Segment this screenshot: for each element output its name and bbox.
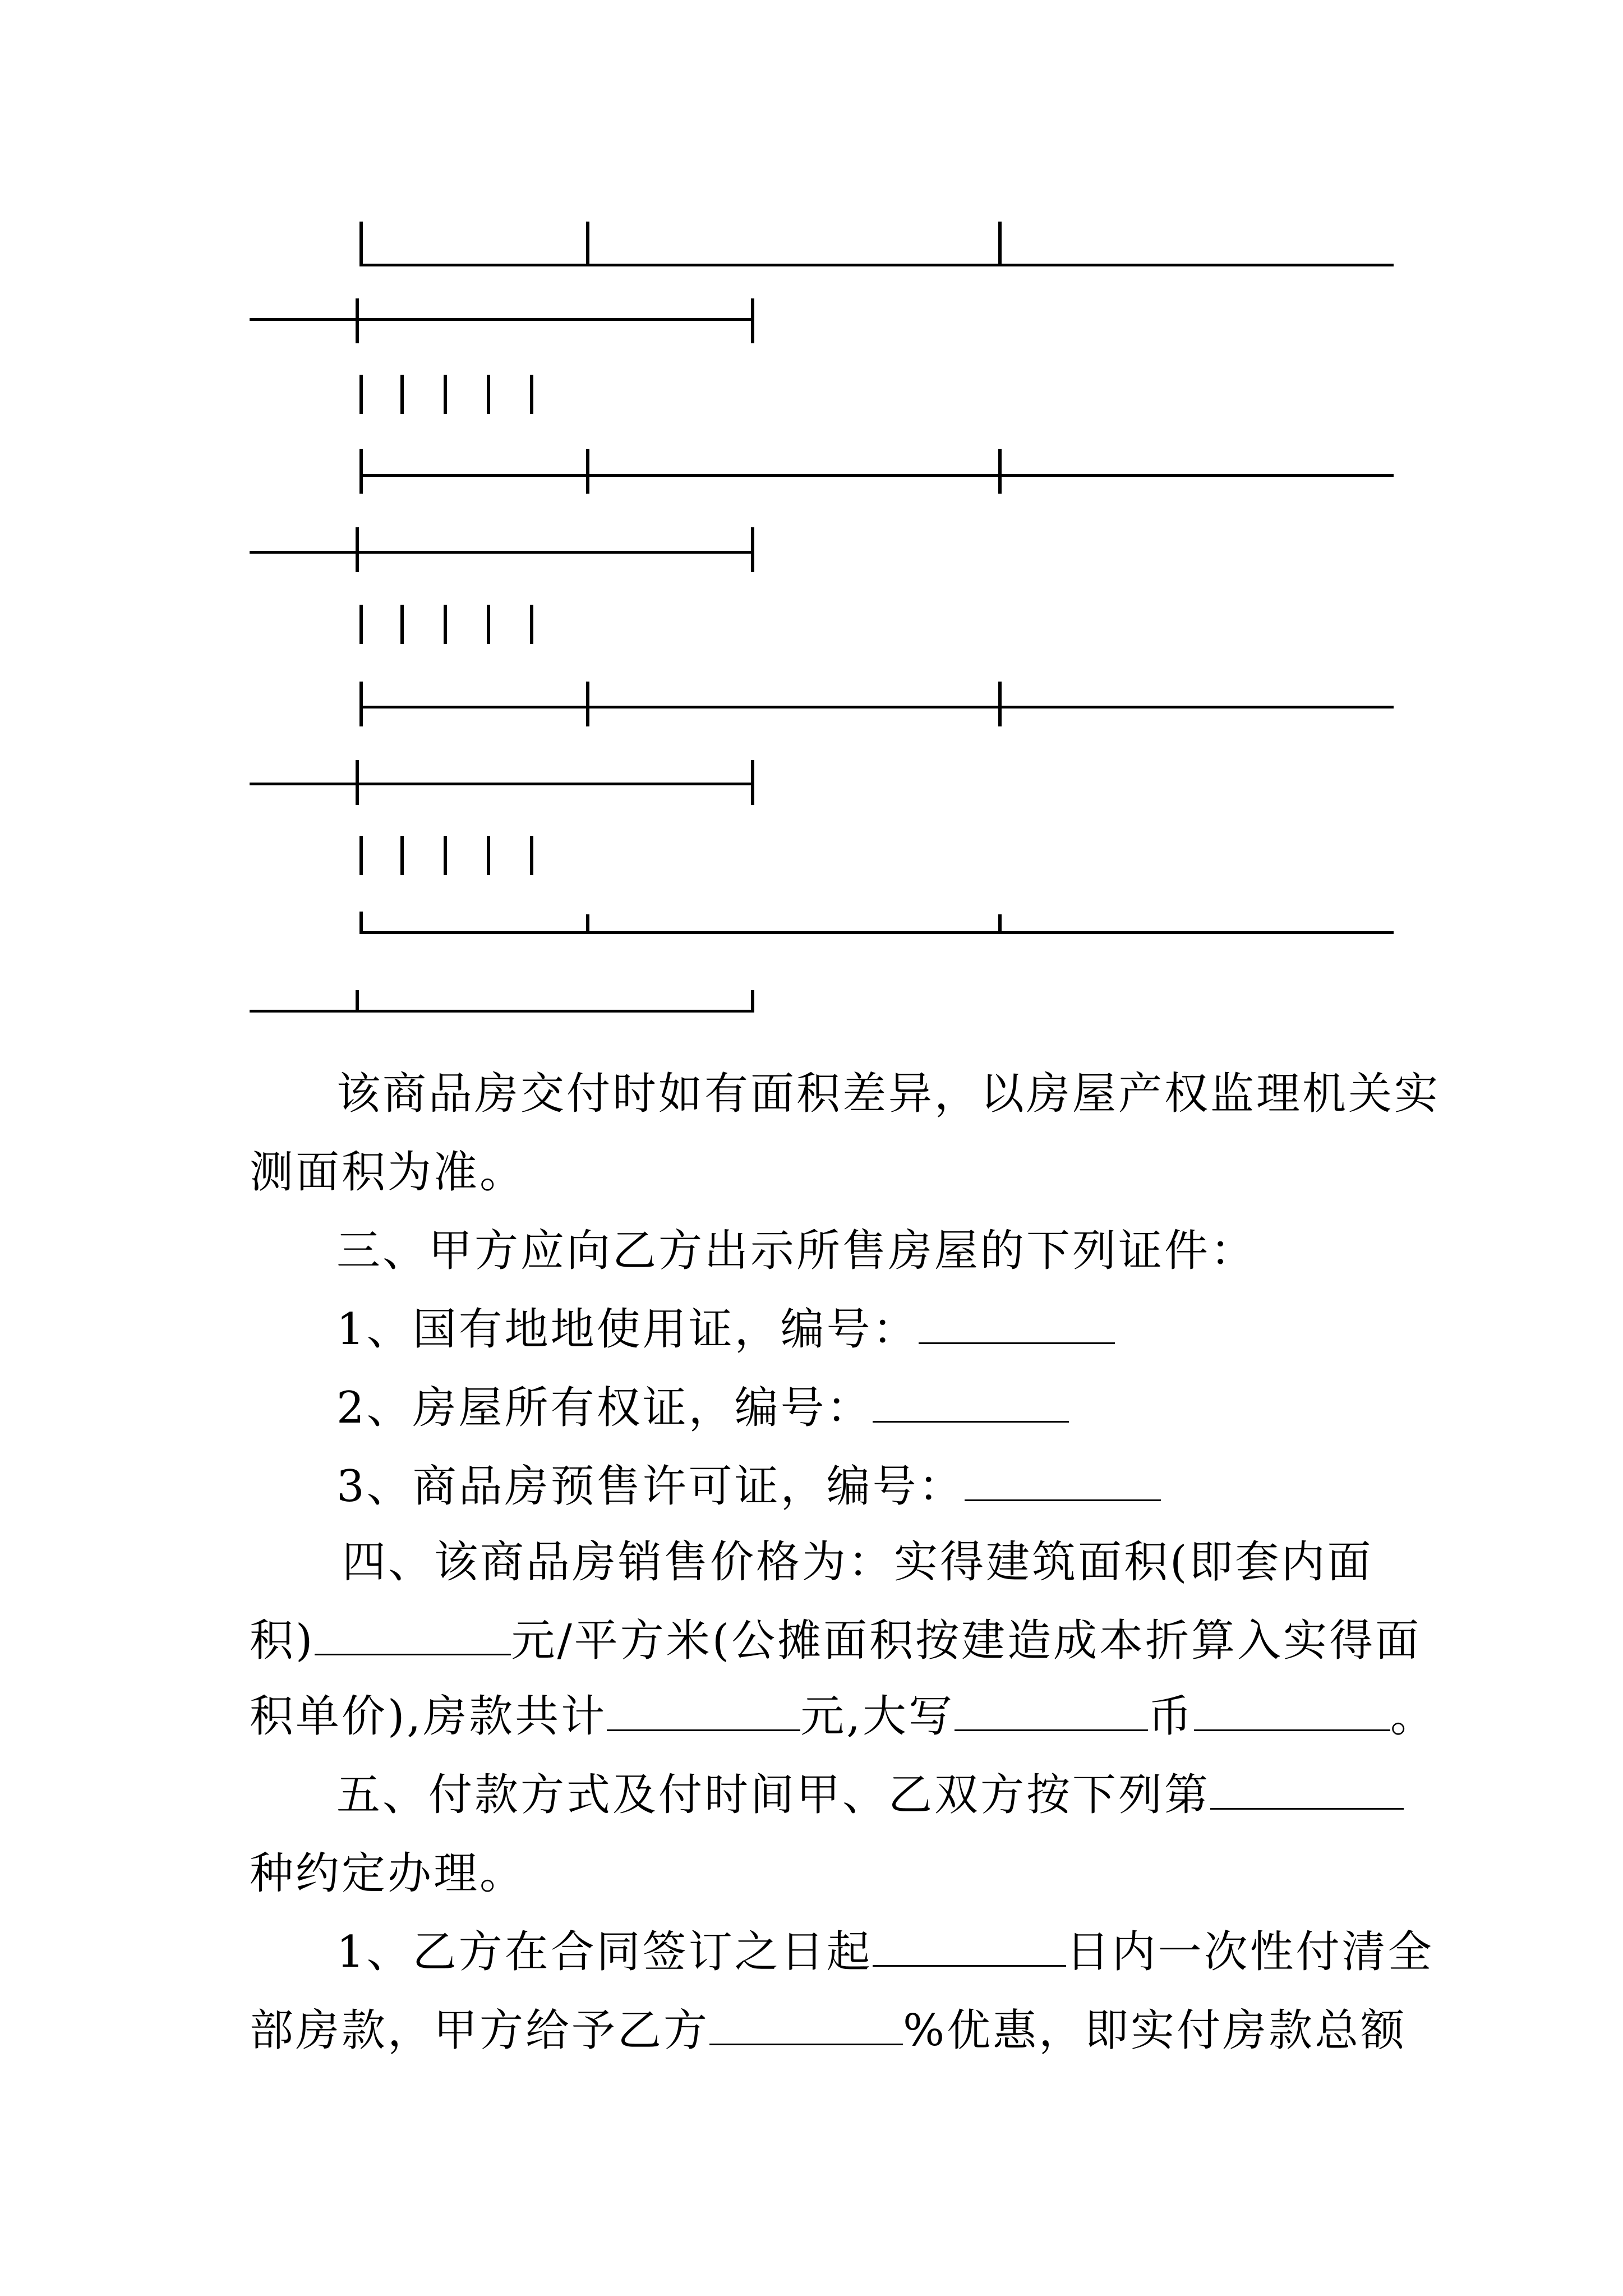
table-border-tick — [751, 298, 754, 343]
table-border-line — [250, 1010, 754, 1013]
table-border-tick — [751, 760, 754, 805]
text: %优惠，即实付房款总额 — [903, 2005, 1407, 2056]
table-border-line — [250, 318, 754, 321]
table-border-tick — [356, 527, 359, 572]
table-border-tick — [586, 449, 589, 494]
text: 元/平方米(公摊面积按建造成本折算入实得面 — [511, 1616, 1422, 1666]
table-border-line — [362, 706, 1394, 708]
text: 积单价),房款共计 — [250, 1691, 607, 1742]
table-border-tick — [998, 222, 1002, 266]
table-border-tick — [586, 682, 589, 726]
table-border-line — [362, 931, 1394, 934]
section-5-1-line-2 — [250, 2003, 1407, 2059]
table-border-line — [362, 474, 1394, 477]
table-border-tick — [356, 298, 359, 343]
section-4-line-1: 四、该商品房销售价格为：实得建筑面积(即套内面 — [342, 1537, 1373, 1588]
text: 五、付款方式及付时间甲、乙双方按下列第 — [336, 1770, 1211, 1820]
table-border-line — [250, 783, 754, 785]
text: 。 — [1390, 1691, 1437, 1742]
number-blank — [873, 1382, 1069, 1423]
text: 币 — [1148, 1691, 1195, 1742]
text: 日内一次性付清全 — [1066, 1927, 1434, 1977]
table-border-line — [362, 264, 1394, 266]
section-4-line-3 — [250, 1688, 1436, 1745]
text: 1、乙方在合同签订之日起 — [336, 1927, 873, 1977]
item-label: 1、国有地地使用证，编号： — [336, 1304, 919, 1355]
item-label: 2、房屋所有权证，编号： — [336, 1383, 873, 1433]
table-border-tick — [359, 912, 363, 934]
section-5-1-line-1 — [336, 1924, 1434, 1980]
section-5-line-1 — [336, 1767, 1404, 1823]
table-border-tick — [998, 914, 1002, 934]
total-price-blank — [607, 1690, 800, 1731]
price-per-sqm-blank — [315, 1614, 511, 1655]
number-blank — [965, 1460, 1161, 1501]
table-border-tick — [751, 527, 754, 572]
number-blank — [919, 1303, 1115, 1344]
section-3-heading: 三、甲方应向乙方出示所售房屋的下列证件： — [336, 1226, 1257, 1276]
text: 部房款，甲方给予乙方 — [250, 2005, 710, 2056]
text: 积) — [250, 1616, 315, 1666]
section-3-item-3 — [336, 1458, 1161, 1515]
option-blank — [1210, 1769, 1404, 1810]
table-border-tick — [356, 990, 359, 1013]
section-5-line-2: 种约定办理。 — [250, 1848, 526, 1899]
amount-in-words-blank — [955, 1690, 1148, 1731]
currency-blank — [1194, 1690, 1390, 1731]
table-border-tick — [356, 760, 359, 805]
text: 元,大写 — [800, 1691, 955, 1742]
section-4-line-2 — [250, 1613, 1421, 1669]
table-border-tick — [998, 449, 1002, 494]
item-label: 3、商品房预售许可证，编号： — [336, 1461, 965, 1512]
section-3-item-2 — [336, 1380, 1069, 1436]
table-border-tick — [359, 449, 363, 494]
table-border-tick — [359, 682, 363, 726]
table-border-tick — [586, 914, 589, 934]
paragraph-area-note-cont: 测面积为准。 — [250, 1147, 526, 1198]
table-border-line — [250, 551, 754, 554]
table-border-tick — [998, 682, 1002, 726]
table-border-tick — [359, 222, 363, 266]
section-3-item-1 — [336, 1301, 1115, 1358]
paragraph-area-note: 该商品房交付时如有面积差异，以房屋产权监理机关实 — [336, 1069, 1441, 1119]
table-border-tick — [751, 990, 754, 1013]
table-border-tick — [586, 222, 589, 266]
days-blank — [873, 1926, 1066, 1967]
discount-percent-blank — [709, 2004, 903, 2045]
